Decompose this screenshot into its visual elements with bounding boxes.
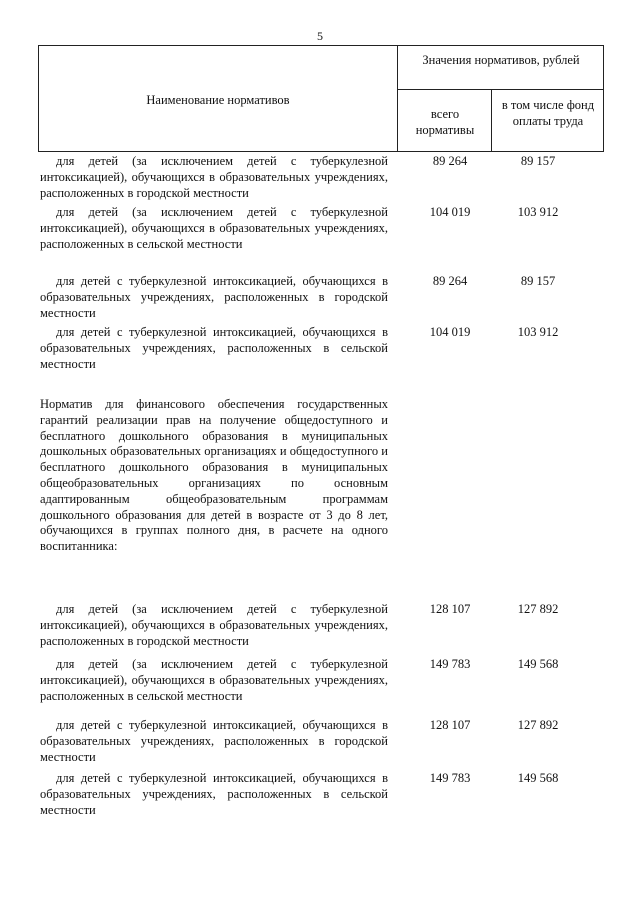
row-8-total: 128 107 (429, 718, 471, 732)
row-4-total: 104 019 (429, 325, 471, 339)
row-4-name: для детей с туберкулезной интоксикацией, обучающихся в образовательных учреждениях, расположенных в сельской местности (40, 325, 388, 371)
table-left-border (38, 45, 39, 152)
row-9-total: 149 783 (429, 771, 471, 785)
row-7-name: для детей (за исключением детей с туберкулезной интоксикацией), обучающихся в образовательных учреждениях, расположенных в сельской местности (40, 657, 388, 703)
table-right-border (603, 45, 604, 152)
row-9-name: для детей с туберкулезной интоксикацией, обучающихся в образовательных учреждениях, расположенных в сельской местности (40, 771, 388, 817)
row-1-name: для детей (за исключением детей с туберкулезной интоксикацией), обучающихся в образовательных учреждениях, расположенных в городской местности (40, 154, 388, 200)
row-8-name: для детей с туберкулезной интоксикацией, обучающихся в образовательных учреждениях, расположенных в городской местности (40, 718, 388, 764)
row-4-wage: 103 912 (517, 325, 559, 339)
values-group-divider (397, 89, 604, 90)
header-col-wage: в том числе фонд оплаты труда (501, 98, 595, 128)
row-6-total: 128 107 (429, 602, 471, 616)
subcol-divider (491, 89, 492, 152)
header-name-col: Наименование нормативов (146, 93, 290, 107)
row-1-total: 89 264 (432, 154, 468, 168)
row-2-name: для детей (за исключением детей с туберкулезной интоксикацией), обучающихся в образовательных учреждениях, расположенных в сельской местности (40, 205, 388, 251)
page-number: 5 (317, 29, 323, 43)
header-values-group: Значения нормативов, рублей (422, 53, 580, 67)
table-top-border (38, 45, 604, 46)
row-6-wage: 127 892 (517, 602, 559, 616)
row-3-name: для детей с туберкулезной интоксикацией, обучающихся в образовательных учреждениях, расположенных в городской местности (40, 274, 388, 320)
header-bottom-border (38, 151, 604, 152)
row-1-wage: 89 157 (520, 154, 556, 168)
row-3-total: 89 264 (432, 274, 468, 288)
name-col-divider (397, 45, 398, 152)
row-5-name: Норматив для финансового обеспечения государственных гарантий реализации прав на получение общедоступного и бесплатного дошкольного образования в муниципальных дошкольных образовательных организациях и общедоступного и бесплатного дошкольного образования в муниципальных общеобразовательных организациях по основным адаптированным общеобразовательным программам дошкольного образования для детей в возрасте от 3 до 8 лет, обучающихся в группах полного дня, в расчете на одного воспитанника: (40, 397, 388, 554)
row-7-wage: 149 568 (517, 657, 559, 671)
row-2-total: 104 019 (429, 205, 471, 219)
header-col-total: всего нормативы (415, 107, 475, 137)
row-9-wage: 149 568 (517, 771, 559, 785)
row-3-wage: 89 157 (520, 274, 556, 288)
row-7-total: 149 783 (429, 657, 471, 671)
row-6-name: для детей (за исключением детей с туберкулезной интоксикацией), обучающихся в образовательных учреждениях, расположенных в городской местности (40, 602, 388, 648)
row-8-wage: 127 892 (517, 718, 559, 732)
row-2-wage: 103 912 (517, 205, 559, 219)
